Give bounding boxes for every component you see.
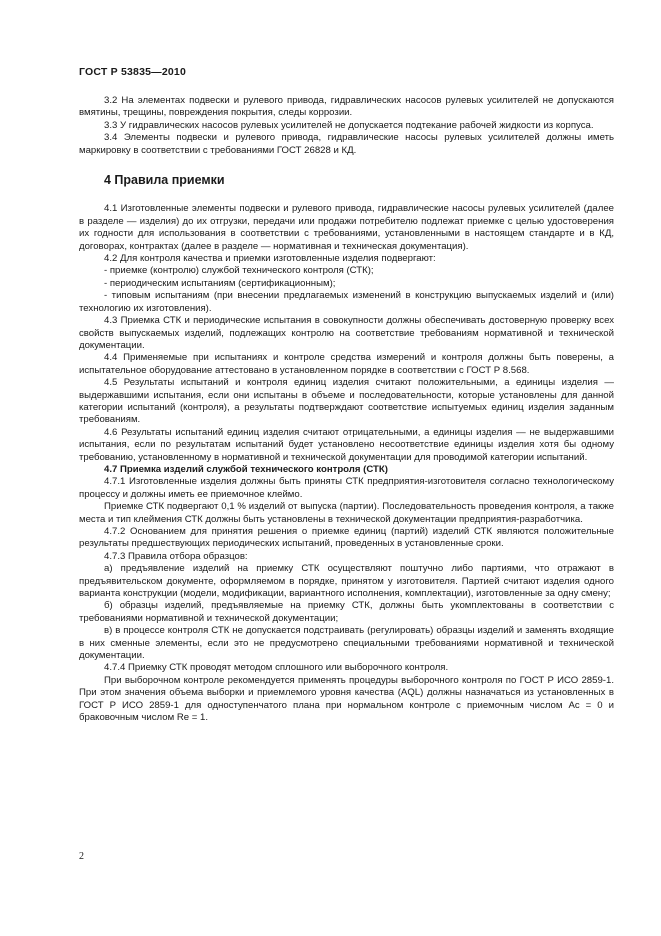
paragraph-3-4: 3.4 Элементы подвески и рулевого привода, гидравлические насосы рулевых усилителей должны иметь маркировку в соответствии с требованиями ГОСТ 26828 и КД. xyxy=(79,132,614,156)
page-number: 2 xyxy=(79,851,84,862)
paragraph-3-3: 3.3 У гидравлических насосов рулевых усилителей не допускается подтекание рабочей жидкости из корпуса. xyxy=(104,119,594,131)
paragraph-4-3: 4.3 Приемка СТК и периодические испытания в совокупности должны обеспечивать достоверную проверку всех свойств выпускаемых изделий, подлежащих контролю на соответствие требованиям нормативной и технической документации. xyxy=(79,315,614,351)
paragraph-4-7-2: 4.7.2 Основанием для принятия решения о приемке единиц (партий) изделий СТК являются положительные результаты предшествующих периодических испытаний, проведенных в установленные сроки. xyxy=(79,526,614,550)
paragraph-4-2: 4.2 Для контроля качества и приемки изготовленные изделия подвергают: xyxy=(104,253,436,265)
document-header: ГОСТ Р 53835—2010 xyxy=(79,66,187,78)
document-body xyxy=(79,95,614,725)
rule-a: а) предъявление изделий на приемку СТК осуществляют поштучно либо партиями, что отражают в предъявительском документе, оформляемом в порядке, принятом у изготовителя. Партией считают изделия одного варианта конструкции (модели, модификации, вариантного исполнения, комплектации), изготовленные за одну смену; xyxy=(79,563,614,600)
paragraph-4-5: 4.5 Результаты испытаний и контроля единиц изделия считают положительными, а единицы изделия — выдержавшими испытания, если они испытаны в объеме и последовательности, которые установлены для данной категории испытаний (контроля), а результаты подтверждают соответствие испытуемых единиц изделия заданным требованиям. xyxy=(79,377,614,426)
paragraph-4-6: 4.6 Результаты испытаний единиц изделия считают отрицательными, а единицы изделия — не выдержавшими испытания, если по результатам испытаний будет установлено несоответствие единицы изделия хотя бы одному требованию, установленному в нормативной и технической документации для проводимой категории испытаний. xyxy=(79,426,614,463)
paragraph-4-1: 4.1 Изготовленные элементы подвески и рулевого привода, гидравлические насосы рулевых усилителей (далее в разделе — изделия) до их отгрузки, передачи или продажи потребителю подлежат приемке с целью удостоверения их годности для использования в соответствии с требованиями, установленными в настоящем стандарте и в КД, договорах, контрактах (далее в разделе — нормативная и техническая документация). xyxy=(79,203,614,252)
paragraph-sampling-control: При выборочном контроле рекомендуется применять процедуры выборочного контроля по ГОСТ Р ИСО 2859-1. При этом значения объема выборки и приемлемого уровня качества (AQL) должны назначаться из установленных в ГОСТ Р ИСО 2859-1 для одноступенчатого плана при нормальном контроле с приемочным числом Ac = 0 и браковочным числом Re = 1. xyxy=(79,674,614,724)
section-title: 4 Правила приемки xyxy=(104,173,225,188)
paragraph-4-7-3: 4.7.3 Правила отбора образцов: xyxy=(104,550,248,562)
paragraph-4-7-1: 4.7.1 Изготовленные изделия должны быть приняты СТК предприятия-изготовителя согласно технологическому процессу и должны иметь ее приемочное клеймо. xyxy=(79,476,614,500)
paragraph-stk-sampling: Приемке СТК подвергают 0,1 % изделий от выпуска (партии). Последовательность проведения контроля, а также места и тип клеймения СТК должны быть установлены в технической документации предприятия-разработчика. xyxy=(79,501,614,525)
list-item: - периодическим испытаниям (сертификационным); xyxy=(104,277,336,289)
paragraph-4-7-4: 4.7.4 Приемку СТК проводят методом сплошного или выборочного контроля. xyxy=(104,662,449,674)
rule-v: в) в процессе контроля СТК не допускается подстраивать (регулировать) образцы изделий и заменять входящие в них сменные элементы, если это не предусмотрено специальными требованиями нормативной и технической документации. xyxy=(79,625,614,662)
subsection-title: 4.7 Приемка изделий службой технического контроля (СТК) xyxy=(104,463,388,475)
list-item: - приемке (контролю) службой технического контроля (СТК); xyxy=(104,265,374,277)
paragraph-4-4: 4.4 Применяемые при испытаниях и контроле средства измерений и контроля должны быть поверены, а испытательное оборудование аттестовано в установленном порядке в соответствии с ГОСТ Р 8.568. xyxy=(79,352,614,376)
list-item: - типовым испытаниям (при внесении предлагаемых изменений в конструкцию выпускаемых изделий и (или) технологию их изготовления). xyxy=(79,290,614,314)
rule-b: б) образцы изделий, предъявляемые на приемку СТК, должны быть укомплектованы в соответствии с требованиями нормативной и технической документации; xyxy=(79,600,614,624)
paragraph-3-2: 3.2 На элементах подвески и рулевого привода, гидравлических насосов рулевых усилителей не допускаются вмятины, трещины, повреждения покрытия, следы коррозии. xyxy=(79,95,614,119)
